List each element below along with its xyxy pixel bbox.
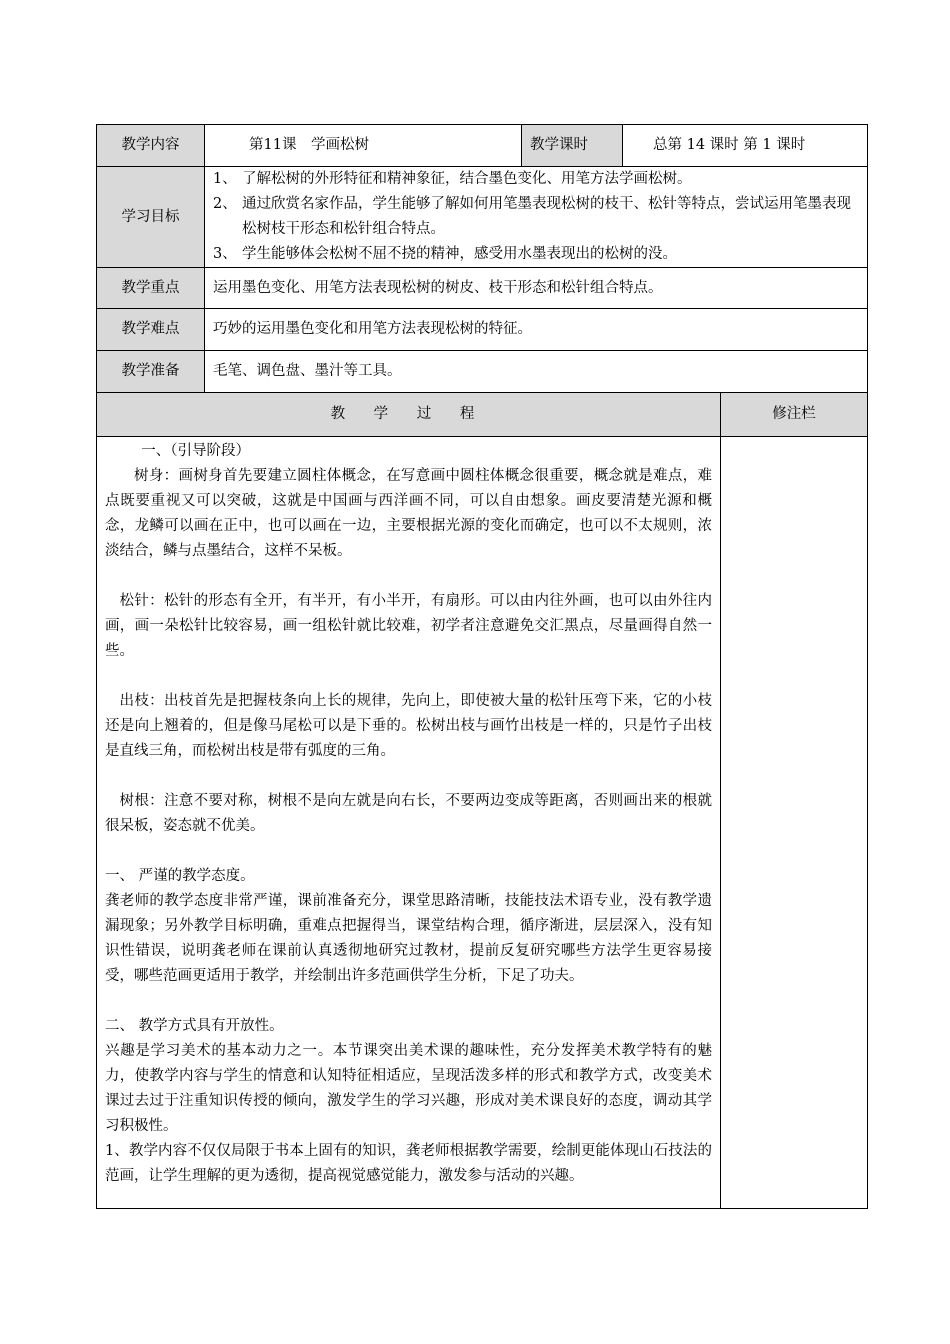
objective-item: 1、 了解松树的外形特征和精神象征，结合墨色变化、用笔方法学画松树。 [213, 171, 692, 187]
difficulties-row [97, 309, 868, 351]
objectives-row [97, 167, 868, 268]
objectives-list-cell [205, 167, 868, 268]
key-points-text: 运用墨色变化、用笔方法表现松树的树皮、枝干形态和松针组合特点。 [205, 268, 868, 309]
attitude-title: 一、 严谨的教学态度。 [105, 868, 255, 884]
process-content [97, 437, 721, 1209]
content-label: 教学内容 [97, 125, 205, 167]
process-header: 教 学 过 程 [97, 393, 721, 437]
key-points-row [97, 268, 868, 309]
difficulties-label: 教学难点 [97, 309, 205, 351]
key-points-label: 教学重点 [97, 268, 205, 309]
hours-label: 教学课时 [522, 125, 623, 167]
hours-value: 总第 14 课时 第 1 课时 [623, 125, 868, 167]
process-header-row [97, 393, 868, 437]
stage-title: 一、（引导阶段） [141, 443, 250, 459]
header-row [97, 125, 868, 167]
lesson-plan-table [96, 124, 868, 1209]
process-body-row [97, 437, 868, 1209]
notes-header: 修注栏 [721, 393, 868, 437]
difficulties-text: 巧妙的运用墨色变化和用笔方法表现松树的特征。 [205, 309, 868, 351]
openness-paragraph: 兴趣是学习美术的基本动力之一。本节课突出美术课的趣味性，充分发挥美术教学特有的魅力，使教学内容与学生的情意和认知特征相适应，呈现活泼多样的形式和教学方式，改变美术课过去过于注重知识传授的倾向，激发学生的学习兴趣，形成对美术课良好的态度，调动其学习积极性。 [105, 1043, 712, 1134]
objective-item: 3、 学生能够体会松树不屈不挠的精神，感受用水墨表现出的松树的没。 [213, 246, 677, 262]
preparation-text: 毛笔、调色盘、墨汁等工具。 [205, 351, 868, 393]
roots-paragraph: 树根：注意不要对称，树根不是向左就是向右长，不要两边变成等距离，否则画出来的根就很呆板，姿态就不优美。 [105, 793, 712, 834]
notes-column [721, 437, 868, 1209]
needles-paragraph: 松针：松针的形态有全开，有半开，有小半开，有扇形。可以由内往外画，也可以由外往内画，画一朵松针比较容易，画一组松针就比较难，初学者注意避免交汇黑点，尽量画得自然一些。 [105, 593, 712, 659]
objective-item: 2、 通过欣赏名家作品，学生能够了解如何用笔墨表现松树的枝干、松针等特点，尝试运用笔墨表现松树枝干形态和松针组合特点。 [213, 196, 851, 237]
preparation-label: 教学准备 [97, 351, 205, 393]
point-1-paragraph: 1、教学内容不仅仅局限于书本上固有的知识，龚老师根据教学需要，绘制更能体现山石技法的范画，让学生理解的更为透彻，提高视觉感觉能力，激发参与活动的兴趣。 [105, 1143, 712, 1184]
trunk-paragraph: 树身：画树身首先要建立圆柱体概念，在写意画中圆柱体概念很重要，概念就是难点，难点既要重视又可以突破，这就是中国画与西洋画不同，可以自由想象。画皮要清楚光源和概念，龙鳞可以画在正中，也可以画在一边，主要根据光源的变化而确定，也可以不太规则，浓淡结合，鳞与点墨结合，这样不呆板。 [105, 468, 712, 559]
content-value: 第11课 学画松树 [205, 125, 522, 167]
preparation-row [97, 351, 868, 393]
objectives-list [213, 167, 859, 267]
branches-paragraph: 出枝：出枝首先是把握枝条向上长的规律，先向上，即使被大量的松针压弯下来，它的小枝还是向上翘着的，但是像马尾松可以是下垂的。松树出枝与画竹出枝是一样的，只是竹子出枝是直线三角，而松树出枝是带有弧度的三角。 [105, 693, 712, 759]
openness-title: 二、 教学方式具有开放性。 [105, 1018, 284, 1034]
objectives-label: 学习目标 [97, 167, 205, 268]
attitude-paragraph: 龚老师的教学态度非常严谨，课前准备充分，课堂思路清晰，技能技法术语专业，没有教学遗漏现象；另外教学目标明确，重难点把握得当，课堂结构合理，循序渐进，层层深入，没有知识性错误，说明龚老师在课前认真透彻地研究过教材，提前反复研究哪些方法学生更容易接受，哪些范画更适用于教学，并绘制出许多范画供学生分析，下足了功夫。 [105, 893, 712, 984]
